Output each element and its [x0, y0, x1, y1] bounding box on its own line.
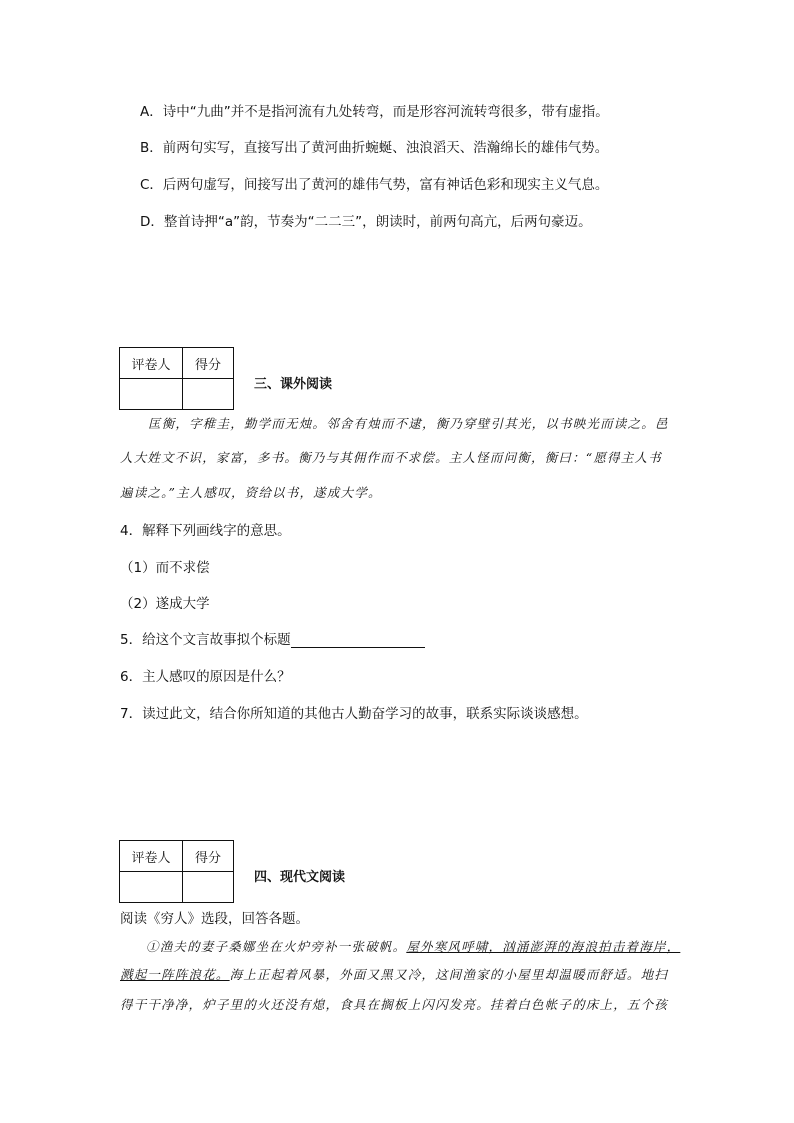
- section4-title: 四、现代文阅读: [254, 870, 346, 885]
- question-5: [120, 628, 425, 648]
- question-4: 4．解释下列画线字的意思。: [120, 523, 291, 539]
- question-6: 6．主人感叹的原因是什么？: [120, 669, 291, 685]
- option-c: C．后两句虚写，间接写出了黄河的雄伟气势，富有神话色彩和现实主义气息。: [140, 177, 609, 193]
- reviewer-label: 评卷人: [120, 348, 183, 379]
- option-d: D．整首诗押“a”韵，节奏为“二二三”，朗读时，前两句高亢，后两句豪迈。: [140, 214, 592, 230]
- question-4-1: （1）而不求偿: [120, 560, 210, 576]
- score-label: 得分: [183, 348, 234, 379]
- section3-title: 三、课外阅读: [254, 377, 333, 392]
- question-5-text: 5．给这个文言故事拟个标题: [120, 632, 291, 648]
- passage4-line1: [120, 937, 682, 955]
- reviewer-label: 评卷人: [120, 841, 183, 872]
- passage3-line2: 人大姓文不识，家富，多书。衡乃与其佣作而不求偿。主人怪而问衡，衡曰：“愿得主人书: [120, 450, 662, 465]
- reviewer-cell[interactable]: [120, 872, 183, 903]
- passage4-line3: 得干干净净，炉子里的火还没有熄，食具在搁板上闪闪发亮。挂着白色帐子的床上，五个孩: [120, 997, 669, 1012]
- question-7: 7．读过此文，结合你所知道的其他古人勤奋学习的故事，联系实际谈谈感想。: [120, 706, 588, 722]
- passage4-line1-text: ①渔夫的妻子桑娜坐在火炉旁补一张破帆。: [146, 939, 407, 954]
- passage4-line2: [120, 965, 682, 983]
- passage3-line3: 遍读之。”主人感叹，资给以书，遂成大学。: [120, 485, 382, 500]
- option-a: A．诗中“九曲”并不是指河流有九处转弯，而是形容河流转弯很多，带有虚指。: [140, 104, 609, 120]
- passage3-line1: 匡衡，字稚圭，勤学而无烛。邻舍有烛而不逮，衡乃穿壁引其光，以书映光而读之。邑: [148, 416, 669, 431]
- section4-intro: 阅读《穷人》选段，回答各题。: [120, 911, 309, 927]
- reviewer-cell[interactable]: [120, 379, 183, 410]
- passage4-underlined-2: 溅起一阵阵浪花。: [120, 967, 230, 982]
- passage4-underlined-1: 屋外寒风呼啸，汹涌澎湃的海浪拍击着海岸，: [406, 939, 681, 954]
- question-4-2: （2）遂成大学: [120, 596, 210, 612]
- option-b: B．前两句实写，直接写出了黄河曲折蜿蜒、浊浪滔天、浩瀚绵长的雄伟气势。: [140, 140, 609, 156]
- score-table-section3: [119, 347, 234, 410]
- title-blank[interactable]: [291, 633, 425, 648]
- score-label: 得分: [183, 841, 234, 872]
- passage4-line2-text: 海上正起着风暴，外面又黑又冷，这间渔家的小屋里却温暖而舒适。地扫: [229, 967, 669, 982]
- score-cell[interactable]: [183, 379, 234, 410]
- score-cell[interactable]: [183, 872, 234, 903]
- score-table-section4: [119, 840, 234, 903]
